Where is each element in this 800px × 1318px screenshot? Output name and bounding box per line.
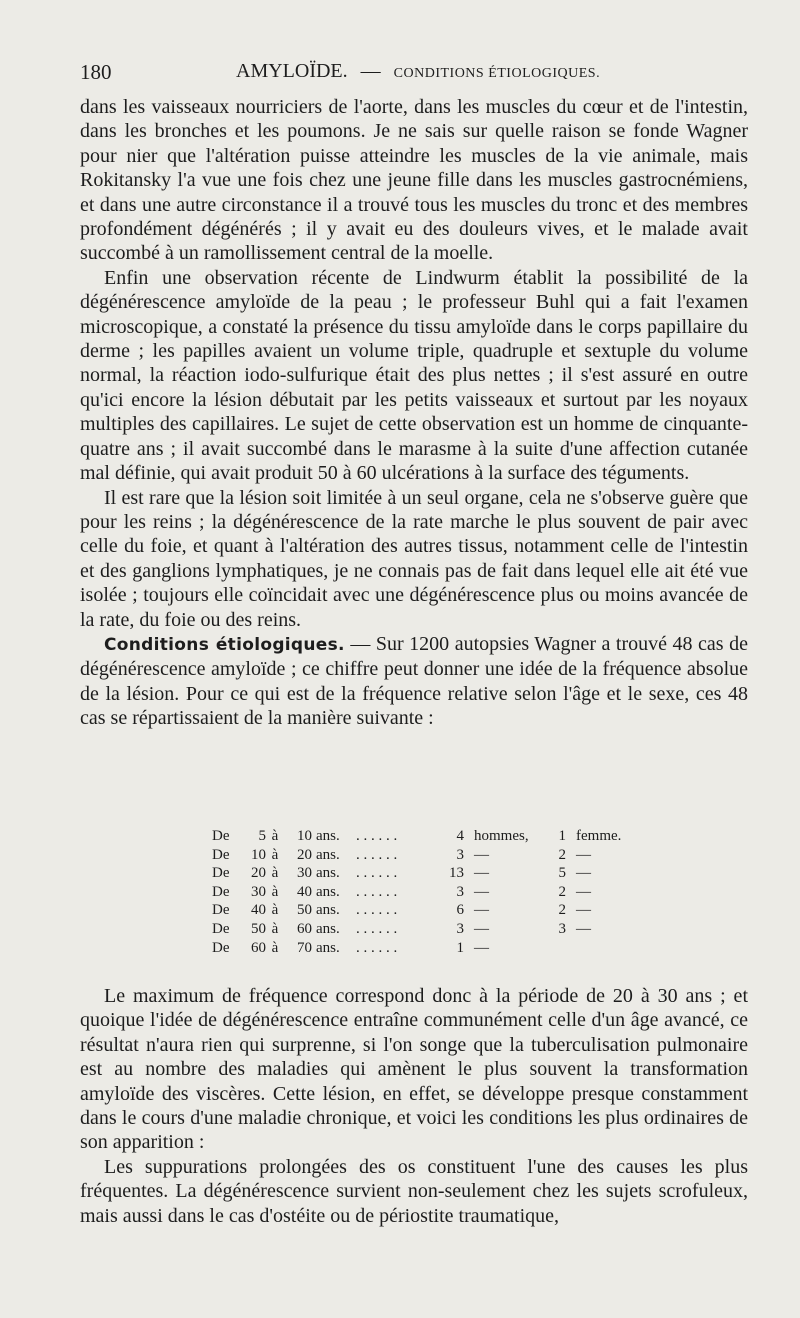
page-number: 180 — [80, 60, 112, 84]
cell-women-label: — — [576, 883, 591, 900]
cell-women-label — [566, 939, 636, 958]
table-row — [212, 827, 636, 846]
table-row — [212, 864, 636, 883]
cell-to: 70 — [297, 939, 312, 956]
cell-women: 2 — [558, 846, 566, 863]
main-text — [80, 95, 748, 731]
cell-dots: . . . . . . — [356, 939, 398, 956]
cell-de: De — [212, 828, 230, 844]
table-row — [212, 883, 636, 902]
cell-men-label: — — [474, 846, 489, 863]
cell-men: 13 — [449, 865, 464, 882]
cell-men-label: — — [474, 902, 489, 919]
cell-men: 4 — [456, 828, 464, 844]
age-sex-table — [212, 827, 636, 957]
cell-women-label: femme. — [576, 828, 622, 844]
cell-dots: . . . . . . — [356, 828, 398, 844]
cell-women-label: — — [576, 902, 591, 919]
cell-de: De — [212, 846, 230, 863]
cell-women: 3 — [558, 920, 566, 937]
running-header — [80, 60, 748, 88]
header-dash: — — [360, 60, 381, 82]
cell-to: 60 — [297, 920, 312, 937]
cell-men-label: — — [474, 865, 489, 882]
cell-a: à — [271, 920, 279, 937]
cell-women — [552, 939, 566, 958]
cell-from: 50 — [251, 920, 266, 937]
cell-unit: ans. — [316, 920, 340, 937]
header-section: CONDITIONS ÉTIOLOGIQUES. — [393, 66, 601, 81]
cell-dots: . . . . . . — [356, 865, 398, 882]
cell-from: 20 — [251, 865, 266, 882]
cell-from: 40 — [251, 902, 266, 919]
paragraph-organs: Il est rare que la lésion soit limitée à un seul organe, cela ne s'observe guère que pour les reins ; la dégénérescence de la rate marche le plus souvent de pair avec celle du foie, et quant à l'altération des autres tissus, notamment celle de l'intestin et des ganglions lymphatiques, je ne connais pas de fait dans lequel elle ait été vue isolée ; toujours elle coïncidait avec une dégénérescence plus ou moins avancée de la rate, du foie ou des reins. — [80, 486, 748, 631]
cell-men-label: hommes, — [474, 828, 529, 844]
cell-de: De — [212, 902, 230, 919]
cell-de: De — [212, 883, 230, 900]
cell-a: à — [271, 939, 279, 956]
cell-from: 60 — [251, 939, 266, 956]
cell-to: 50 — [297, 902, 312, 919]
etiology-text: — Sur 1200 autopsies Wagner a trouvé 48 cas de dégénérescence amyloïde ; ce chiffre peut donner une idée de la fréquence absolue de la lésion. Pour ce qui est de la fréquence relative selon l'âge et le sexe, ces 48 cas se répartissaient de la manière suivante : — [80, 632, 748, 730]
cell-a: à — [271, 865, 279, 882]
cell-women: 2 — [558, 883, 566, 900]
cell-men: 6 — [456, 902, 464, 919]
cell-from: 30 — [251, 883, 266, 900]
cell-men: 3 — [456, 846, 464, 863]
cell-a: à — [271, 846, 279, 863]
cell-de: De — [212, 939, 230, 956]
paragraph-suppurations: Les suppurations prolongées des os constituent l'une des causes les plus fréquentes. La dégénérescence survient non-seulement chez les sujets scrofuleux, mais aussi dans le cas d'ostéite ou de périostite traumatique, — [80, 1155, 748, 1227]
table-row — [212, 939, 636, 958]
cell-women-label: — — [576, 846, 591, 863]
cell-a: à — [271, 902, 279, 919]
cell-unit: ans. — [316, 939, 340, 956]
table-row — [212, 846, 636, 865]
cell-women-label: — — [576, 865, 591, 882]
cell-unit: ans. — [316, 902, 340, 919]
cell-de: De — [212, 865, 230, 882]
cell-dots: . . . . . . — [356, 920, 398, 937]
cell-men: 3 — [456, 920, 464, 937]
cell-to: 30 — [297, 865, 312, 882]
cell-men: 3 — [456, 883, 464, 900]
cell-women: 2 — [558, 902, 566, 919]
running-title — [236, 60, 600, 83]
cell-women-label: — — [576, 920, 591, 937]
cell-unit: ans. — [316, 846, 340, 863]
cell-de: De — [212, 920, 230, 937]
cell-men: 1 — [456, 939, 464, 956]
main-text-continued — [80, 984, 748, 1228]
cell-unit: ans. — [316, 883, 340, 900]
paragraph-etiology — [80, 632, 748, 731]
cell-men-label: — — [474, 883, 489, 900]
cell-dots: . . . . . . — [356, 883, 398, 900]
table-row — [212, 901, 636, 920]
cell-men-label: — — [474, 939, 489, 956]
etiology-heading: Conditions étiologiques. — [104, 634, 345, 655]
cell-to: 20 — [297, 846, 312, 863]
cell-to: 40 — [297, 883, 312, 900]
table-row — [212, 920, 636, 939]
cell-a: à — [271, 828, 279, 844]
cell-a: à — [271, 883, 279, 900]
cell-women: 5 — [558, 865, 566, 882]
paragraph-maximum: Le maximum de fréquence correspond donc à la période de 20 à 30 ans ; et quoique l'idée de dégénérescence entraîne communément celle d'un âge avancé, ce résultat n'aura rien qui surprenne, si l'on songe que la tuberculisation pulmonaire est au nombre des maladies qui amènent le plus souvent la transformation amyloïde des viscères. Cette lésion, en effet, se développe presque constamment dans le cours d'une maladie chronique, et voici les conditions les plus ordinaires de son apparition : — [80, 985, 748, 1154]
cell-from: 10 — [251, 846, 266, 863]
cell-from: 5 — [258, 828, 266, 844]
cell-men-label: — — [474, 920, 489, 937]
header-title: AMYLOÏDE. — [236, 60, 348, 82]
paragraph-lindwurm: Enfin une observation récente de Lindwurm établit la possibilité de la dégénérescence amyloïde de la peau ; le professeur Buhl qui a fait l'examen microscopique, a constaté la présence du tissu amyloïde dans le corps papillaire du derme ; les papilles avaient un volume triple, quadruple et sextuple du volume normal, la réaction iodo-sulfurique était des plus nettes ; il s'est assuré en outre qu'ici encore la lésion débutait par les petits vaisseaux et surtout par les noyaux multiples des capillaires. Le sujet de cette observation est un homme de cinquante-quatre ans ; il avait succombé dans le marasme à la suite d'une affection cutanée mal définie, qui avait produit 50 à 60 ulcérations à la surface des téguments. — [80, 266, 748, 485]
cell-dots: . . . . . . — [356, 902, 398, 919]
cell-dots: . . . . . . — [356, 846, 398, 863]
cell-women: 1 — [558, 828, 566, 844]
cell-to: 10 — [297, 828, 312, 844]
paragraph-continued: dans les vaisseaux nourriciers de l'aorte, dans les muscles du cœur et de l'intestin, dans les bronches et les poumons. Je ne sais sur quelle raison se fonde Wagner pour nier que l'altération puisse atteindre les muscles de la vie animale, mais Rokitansky l'a vue une fois chez une jeune fille dans les muscles gastrocnémiens, et dans une autre circonstance il a trouvé tous les muscles du tronc et des membres profondément dégénérés ; il y avait eu des douleurs vives, et le malade avait succombé à un ramollissement central de la moelle. — [80, 96, 748, 265]
cell-unit: ans. — [316, 828, 340, 844]
cell-unit: ans. — [316, 865, 340, 882]
